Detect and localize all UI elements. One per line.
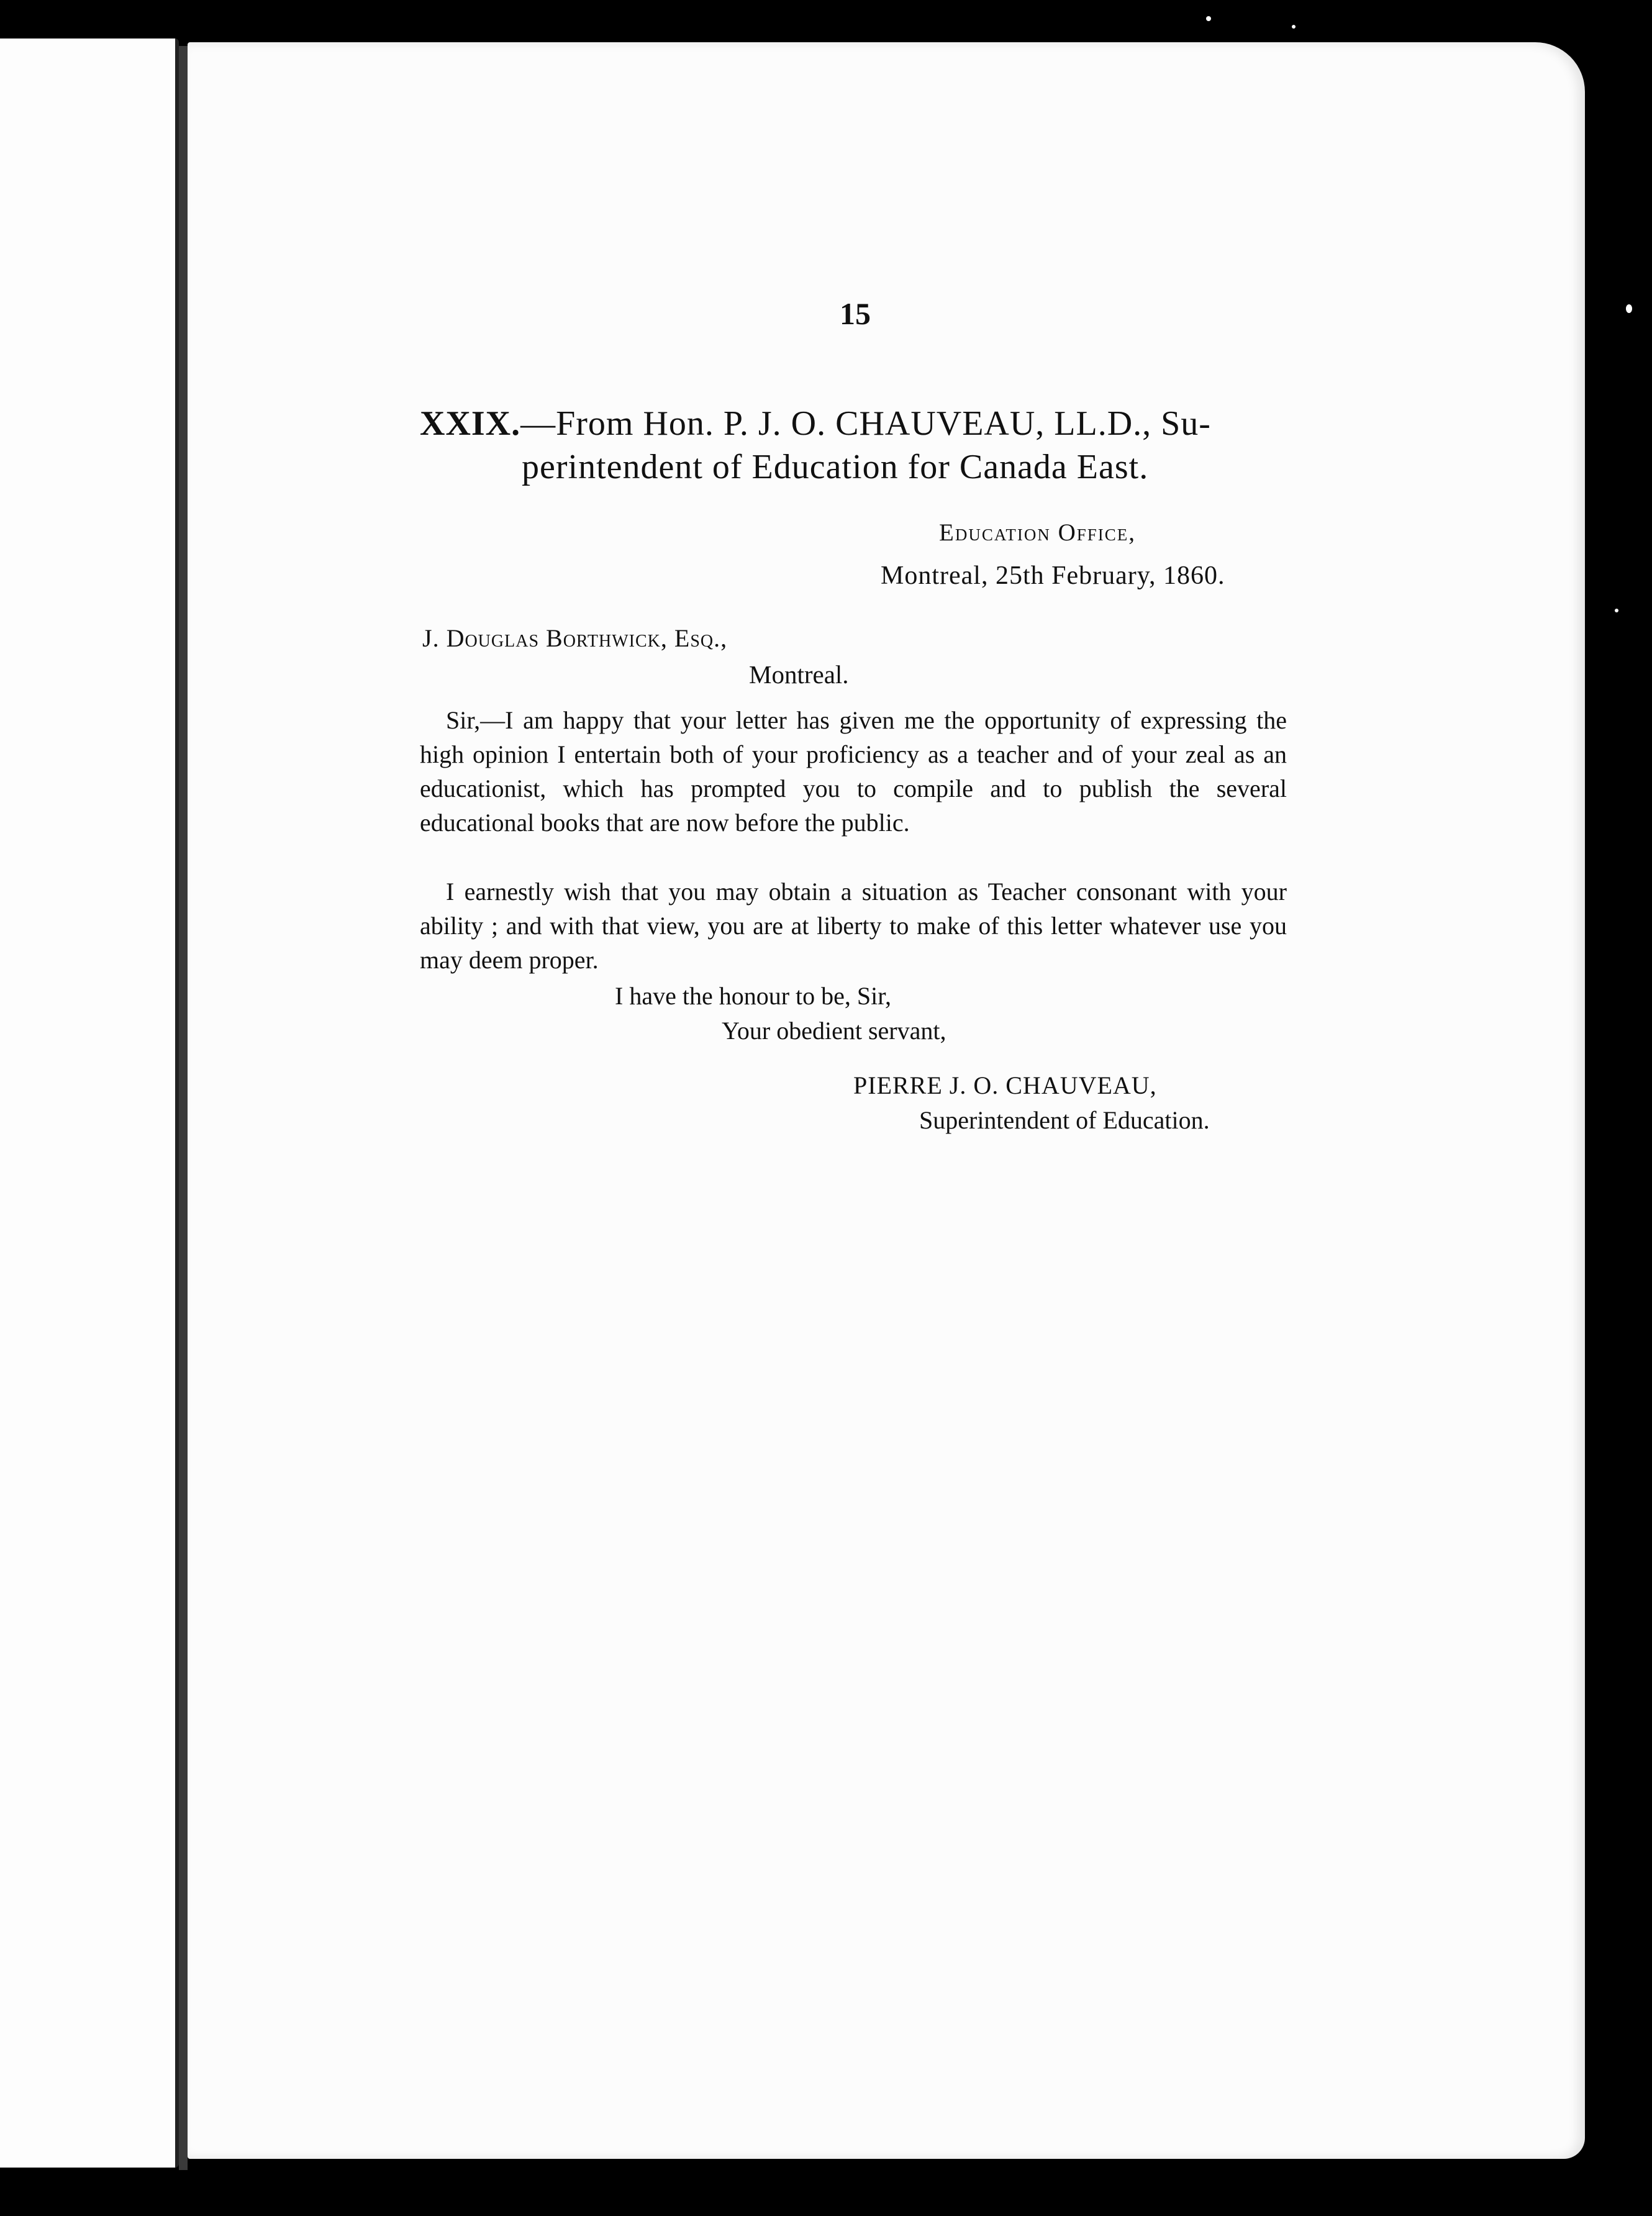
scan-speck bbox=[1206, 16, 1211, 21]
letterhead-office: Education Office, bbox=[939, 519, 1137, 546]
letter-dateline: Montreal, 25th February, 1860. bbox=[881, 561, 1225, 590]
recipient-name: J. Douglas Borthwick, Esq., bbox=[422, 624, 728, 652]
letter-paragraph-2: I earnestly wish that you may obtain a situation as Teacher consonant with your ability ; and with that view, you are at liberty to make of this letter whatever use you may deem proper. bbox=[420, 878, 1287, 974]
closing-line-2: Your obedient servant, bbox=[722, 1017, 946, 1045]
signature-title: Superintendent of Education. bbox=[919, 1106, 1210, 1134]
letter-heading-line2: perintendent of Education for Canada East. bbox=[522, 448, 1149, 486]
closing-line-1: I have the honour to be, Sir, bbox=[615, 982, 891, 1010]
scan-speck bbox=[1292, 25, 1296, 29]
book-gutter bbox=[179, 46, 188, 2170]
scan-speck bbox=[1626, 304, 1632, 313]
signature-name: PIERRE J. O. CHAUVEAU, bbox=[853, 1071, 1157, 1099]
page-number: 15 bbox=[840, 296, 871, 331]
facing-page-edge bbox=[0, 39, 179, 2168]
document-page bbox=[188, 42, 1585, 2159]
recipient-city: Montreal. bbox=[749, 660, 849, 689]
scan-speck bbox=[1615, 609, 1618, 612]
letter-paragraph-1: Sir,—I am happy that your letter has given me the opportunity of expressing the high opinion I entertain both of your proficiency as a teacher and of your zeal as an educationist, which has prompted you to compile and to publish the several educational books that are now before the public. bbox=[420, 706, 1287, 837]
letter-heading-text: —From Hon. P. J. O. CHAUVEAU, LL.D., Su- bbox=[520, 404, 1211, 443]
letter-number: XXIX. bbox=[420, 404, 521, 443]
letter-heading-line1 bbox=[420, 406, 1211, 441]
